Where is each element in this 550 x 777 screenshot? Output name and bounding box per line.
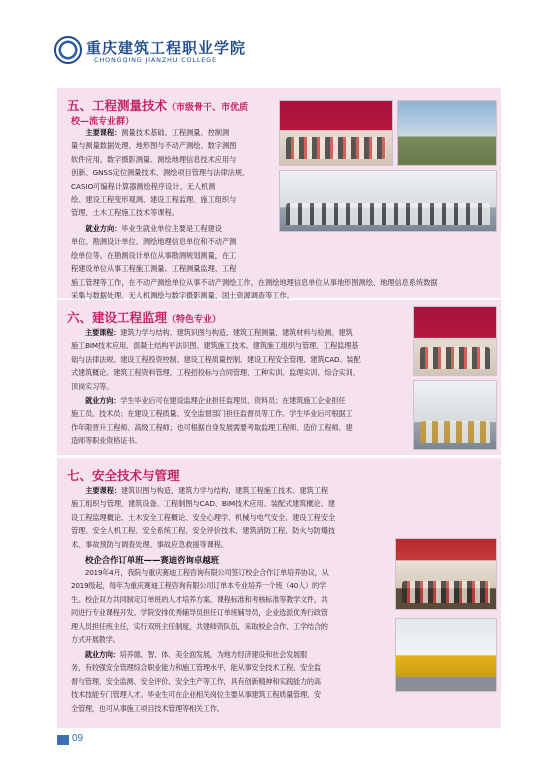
courses-paragraph: 主要课程：测量技术基础、工程测量、控制测 量与测量数据处理、地形图与不动产测绘、数字测图 软件应用、数字摄影测量、测绘地理信息技术应用与 创新、GNSS定位测量技术、测绘项目管理与法律法规、 CASIO可编程计算器测绘程序设计、无人机测 绘、建设工程变形观测、建设工程监理、施工组织与 管理、土木工程施工技术等课程。: [71, 128, 250, 218]
section-surveying: [57, 88, 501, 301]
courses-paragraph: 主要课程：建筑力学与结构、建筑识图与构造、建筑工程测量、建筑材料与检测、建筑 施工BIM技术应用、混凝土结构平法识图、建筑施工技术、建筑施工组织与管理、工程监理基 础与法律法规、建设工程投资控制、建设工程质量控制、建设工程安全管理、建筑CAD、装配 式建筑概论、建筑工程资料管理、工程招投标与合同管理、工种实训、监理实训、综合实训、 顶岗实习等。: [71, 328, 361, 391]
school-name-cn: 重庆建筑工程职业学院: [86, 39, 247, 57]
section-title: 六、建设工程监理（特色专业）: [67, 310, 222, 325]
section-title-line2: 校—流专业群）: [71, 117, 135, 127]
courses-paragraph: 主要课程：建筑识图与构造、建筑力学与结构、建筑工程施工技术、建筑工程 施工组织与管理、建筑设备、工程制图与CAD、BIM技术应用、装配式建筑概论、建 设工程监理概论、土木安全工程概论、安全心理学、机械与电气安全、建设工程安全 管理、安全人机工程、安全系统工程、安全评价技术、建筑消防工程、防火与防爆技 术、事故预防与调查处理、事故应急救援等课程。: [71, 486, 336, 549]
signing-ceremony-photo: [395, 538, 497, 610]
section-safety: [57, 458, 501, 728]
training-site-photo: [413, 306, 497, 376]
order-class-paragraph: 2019年4月，我院与重庆赛迪工程咨询有限公司签订校企合作订单培养协议，从 2019级起，每年为重庆赛迪工程咨询有限公司订单本专业培养一个班（40人）的学 生。校企双方共同制定订单班的人才培养方案、课程标准和考核标准等教学文件，共 同进行专业课程开发。学院安排优秀辅导员担任订单班辅导员，企业选派优秀行政管 理人员担任班主任，实行双班主任制度，共建师资队伍，采取校企合作、工学结合的 方式开展教学。: [71, 568, 329, 645]
page-marker: [57, 735, 69, 745]
page-number: 09: [72, 733, 84, 744]
drone-lab-photo: [279, 170, 497, 232]
field-survey-photo: [397, 100, 497, 166]
employment-paragraph: 就业方向：学生毕业后可在建设监理企业担任监理员、资料员；在建筑施工企业担任 施工员、技术员；在建设工程质量、安全监督部门担任监督员等工作。学生毕业后可根据工 作年限晋升工程师、高级工程师；也可根据自身发展需要考取监理工程师、造价工程师、建 造师等职业资格证书。: [71, 396, 353, 446]
section-title: 五、工程测量技术（市级骨干、市优质: [67, 98, 249, 113]
order-class-heading: 校企合作订单班——赛迪咨询卓越班: [85, 555, 219, 565]
school-header: [54, 36, 354, 68]
school-name-en: CHONGQING JIANZHU COLLEGE: [94, 56, 217, 64]
lab-model-photo: [413, 380, 497, 450]
section-supervision: [57, 300, 501, 455]
section-title: 七、安全技术与管理: [67, 468, 180, 483]
school-emblem-icon: [54, 36, 82, 64]
employment-paragraph: 就业方向：培养德、智、体、美全面发展，为地方经济建设和社会发展服 务，有较强安全管理综合职业能力和施工管理水平，能从事安全技术工程、安全监 督与管理、安全监测、安全评价、安全生产等工作，具有创新精神和实践能力的高 技术技能专门管理人才。毕业生可在企业相关岗位主要从事建筑工程质量管理、安 全管理，也可从事施工项目技术管理等相关工作。: [71, 650, 321, 713]
competition-photo: [279, 100, 393, 166]
employment-paragraph-wide: 施工管理等工作，在不动产测绘单位从事不动产测绘工作，在测绘地理信息单位从事地形图测绘、地理信息系统数据 采集与数据处理、无人机测绘与数字摄影测量、国土资源调查等工作。: [71, 278, 438, 301]
employment-paragraph: 就业方向：毕业生就业单位主要是工程建设 单位、勘测设计单位、测绘地理信息单位和不动产测 绘单位等。在勘测设计单位从事勘测规划测量，在工 程建设单位从事工程施工测量、工程测量监理、工程: [71, 224, 237, 274]
safety-training-photo: [395, 618, 497, 692]
